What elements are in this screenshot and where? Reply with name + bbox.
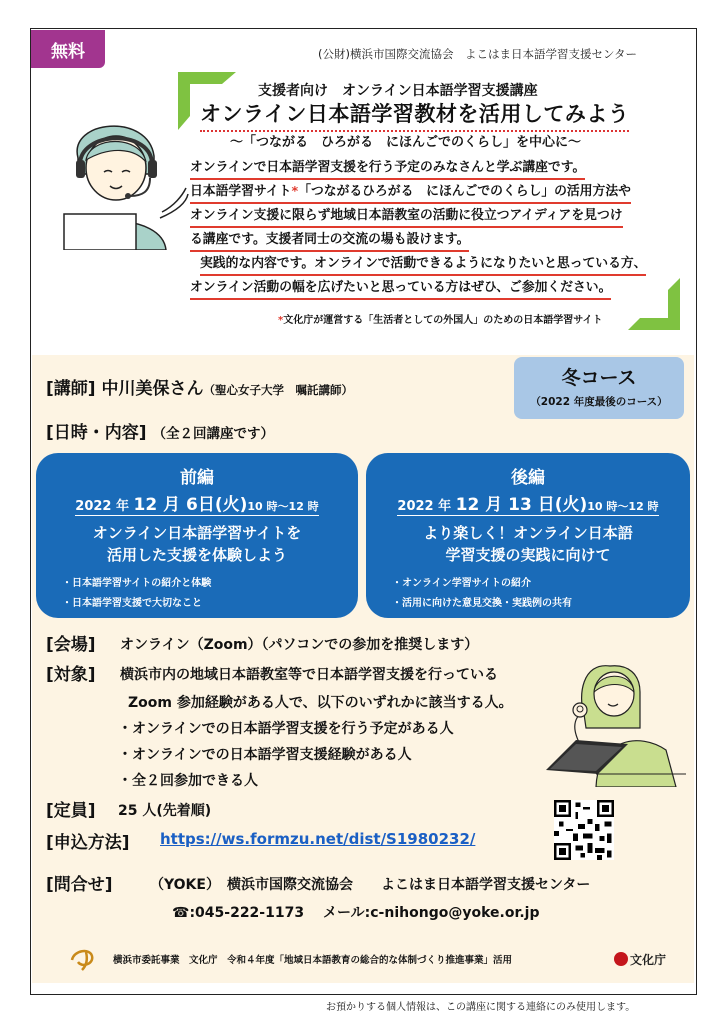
session-2-date: 2022 年 12 月 13 日(火)10 時～12 時 bbox=[397, 490, 658, 516]
lecturer-affiliation: （聖心女子大学 嘱託講師） bbox=[203, 383, 353, 397]
contact-org: （YOKE） 横浜市国際交流協会 よこはま日本語学習支援センター bbox=[150, 877, 591, 893]
capacity-label: [定員] bbox=[46, 801, 96, 821]
target-line-2: Zoom 参加経験がある人で、以下のいずれかに該当する人。 bbox=[128, 695, 513, 711]
intro-line-3: オンライン支援に限らず地域日本語教室の活動に役立つアイディアを見つけ bbox=[190, 206, 623, 228]
schedule-note: （全２回講座です） bbox=[152, 426, 274, 442]
application-url-link[interactable]: https://ws.formzu.net/dist/S1980232/ bbox=[160, 830, 476, 848]
target-label: [対象] bbox=[46, 665, 96, 685]
session-2-item: ・活用に向けた意見交換・実践例の共有 bbox=[392, 598, 572, 609]
apply-label: [申込方法] bbox=[46, 833, 130, 853]
schedule-section bbox=[46, 418, 274, 443]
venue-label: [会場] bbox=[46, 635, 96, 655]
course-tagline: ～「つながる ひろがる にほんごでのくらし」を中心に～ bbox=[230, 135, 582, 150]
session-2-head: 後編 bbox=[511, 468, 545, 488]
target-bullet: ・オンラインでの日本語学習支援を行う予定がある人 bbox=[118, 721, 454, 737]
course-title: オンライン日本語学習教材を活用してみよう bbox=[200, 98, 629, 132]
intro-line-4: る講座です。支援者同士の交流の場も設けます。 bbox=[190, 230, 469, 252]
session-card-1 bbox=[36, 453, 358, 618]
target-bullet: ・全２回参加できる人 bbox=[118, 773, 258, 789]
headset-operator-illustration bbox=[50, 100, 190, 250]
intro-line-1: オンラインで日本語学習支援を行う予定のみなさんと学ぶ講座です。 bbox=[190, 158, 585, 180]
intro-star: * bbox=[291, 184, 299, 199]
free-badge: 無料 bbox=[31, 30, 105, 68]
intro-line-2a: 日本語学習サイト bbox=[190, 184, 292, 199]
intro-line-6: オンライン活動の幅を広げたいと思っている方はぜひ、ご参加ください。 bbox=[190, 278, 611, 300]
course-subtitle: 支援者向け オンライン日本語学習支援講座 bbox=[258, 83, 538, 99]
yoke-logo-icon bbox=[68, 946, 102, 972]
contact-label: [問合せ] bbox=[46, 875, 113, 895]
intro-text bbox=[190, 157, 650, 301]
session-1-date: 2022 年 12 月 6日(火)10 時～12 時 bbox=[75, 490, 318, 516]
session-1-title: オンライン日本語学習サイトを 活用した支援を体験しよう bbox=[92, 524, 302, 564]
winter-subtitle: （2022 年度最後のコース） bbox=[530, 396, 668, 408]
footnote: *文化庁が運営する「生活者としての外国人」のための日本語学習サイト bbox=[278, 315, 603, 326]
session-card-2 bbox=[366, 453, 690, 618]
organizer-top: (公財)横浜市国際交流協会 よこはま日本語学習支援センター bbox=[318, 47, 638, 61]
intro-line-5: 実践的な内容です。オンラインで活動できるようになりたいと思っている方、 bbox=[200, 254, 646, 276]
venue-value: オンライン（Zoom）（パソコンでの参加を推奨します） bbox=[120, 637, 479, 653]
footer-credit: 横浜市委託事業 文化庁 令和４年度「地域日本語教育の総合的な体制づくり推進事業」活用 bbox=[113, 955, 513, 966]
session-1-items bbox=[62, 574, 358, 614]
session-2-title: より楽しく！オンライン日本語 学習支援の実践に向けて bbox=[423, 524, 633, 564]
session-2-items bbox=[392, 574, 690, 614]
session-1-head: 前編 bbox=[180, 468, 214, 488]
session-1-item: ・日本語学習サイトの紹介と体験 bbox=[62, 578, 212, 589]
winter-course-box bbox=[514, 357, 684, 419]
intro-line-2b: 「つながるひろがる にほんごでのくらし」の活用方法や bbox=[298, 184, 631, 199]
contact-phone-email: ☎:045-222-1173 メール:c-nihongo@yoke.or.jp bbox=[172, 905, 540, 921]
lecturer-section bbox=[46, 374, 353, 399]
winter-title: 冬コース bbox=[561, 367, 637, 389]
target-bullet: ・オンラインでの日本語学習支援経験がある人 bbox=[118, 747, 412, 763]
session-2-item: ・オンライン学習サイトの紹介 bbox=[392, 578, 531, 589]
bunkacho-logo-text: 文化庁 bbox=[630, 953, 667, 967]
qr-code bbox=[554, 800, 614, 860]
target-line-1: 横浜市内の地域日本語教室等で日本語学習支援を行っている bbox=[120, 667, 498, 683]
schedule-label: [日時・内容] bbox=[46, 423, 147, 443]
lecturer-label: [講師] bbox=[46, 379, 96, 399]
capacity-value: 25 人(先着順) bbox=[118, 803, 212, 819]
lecturer-name: 中川美保さん bbox=[101, 379, 204, 399]
session-1-item: ・日本語学習支援で大切なこと bbox=[62, 598, 202, 609]
privacy-notice: お預かりする個人情報は、この講座に関する連絡にのみ使用します。 bbox=[326, 1002, 636, 1013]
ok-sign-woman-illustration bbox=[536, 652, 686, 787]
